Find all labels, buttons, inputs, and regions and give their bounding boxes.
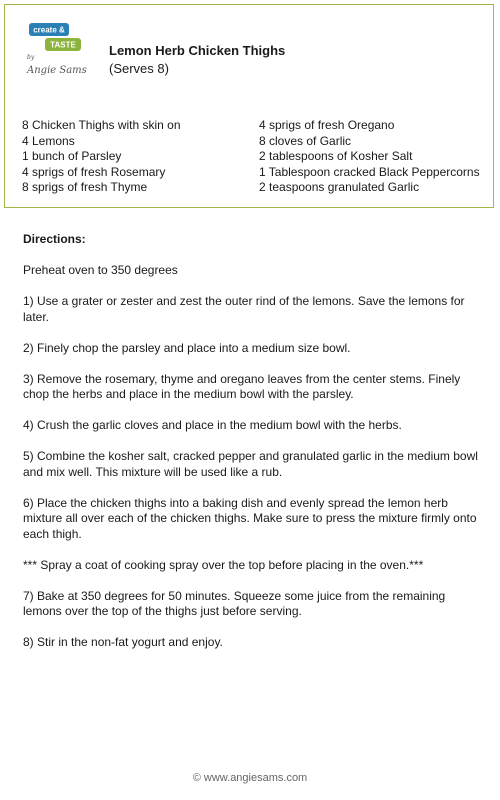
recipe-serves: (Serves 8) xyxy=(109,61,169,76)
direction-step: 6) Place the chicken thighs into a baking dish and evenly spread the lemon herb mixture all over each of the chicken thighs. Make sure to press the mixture firmly onto each thigh. xyxy=(23,495,477,541)
ingredient-item: 4 sprigs of fresh Rosemary xyxy=(22,164,166,179)
ingredient-item: 2 teaspoons granulated Garlic xyxy=(259,180,420,194)
ingredient-item: 1 Tablespoon cracked Black Peppercorns xyxy=(259,164,480,179)
recipe-header-card xyxy=(4,4,494,208)
recipe-title-block xyxy=(109,43,285,77)
ingredient-item: 2 tablespoons of Kosher Salt xyxy=(259,149,413,163)
direction-step: 2) Finely chop the parsley and place into a medium size bowl. xyxy=(23,340,351,355)
direction-step: Preheat oven to 350 degrees xyxy=(23,263,178,277)
direction-step: 1) Use a grater or zester and zest the outer rind of the lemons. Save the lemons for later. xyxy=(23,294,465,324)
direction-step: 8) Stir in the non-fat yogurt and enjoy. xyxy=(23,635,223,649)
logo-by: by xyxy=(27,54,35,61)
create-and-taste-logo xyxy=(23,19,89,79)
logo-brand: Angie Sams xyxy=(27,65,87,76)
directions-section xyxy=(23,232,483,666)
direction-step: 7) Bake at 350 degrees for 50 minutes. Squeeze some juice from the remaining lemons over the top of the thighs just before serving. xyxy=(23,588,446,618)
ingredient-item: 8 cloves of Garlic xyxy=(259,133,352,148)
footer-copyright: © www.angiesams.com xyxy=(192,772,308,784)
logo-line1: create & xyxy=(33,25,65,35)
logo-line2: TASTE xyxy=(50,40,76,50)
ingredient-item: 4 Lemons xyxy=(22,133,75,148)
ingredients-right-column xyxy=(259,118,480,196)
direction-step: 3) Remove the rosemary, thyme and oregano leaves from the center stems. Finely chop the herbs and place in the medium bowl with the parsley. xyxy=(23,371,461,401)
directions-heading: Directions: xyxy=(23,232,86,246)
ingredient-item: 8 sprigs of fresh Thyme xyxy=(22,180,148,194)
ingredient-item: 1 bunch of Parsley xyxy=(22,149,122,163)
ingredient-item: 8 Chicken Thighs with skin on xyxy=(22,118,181,132)
ingredient-item: 4 sprigs of fresh Oregano xyxy=(259,118,395,132)
recipe-title: Lemon Herb Chicken Thighs xyxy=(109,43,286,58)
direction-step: 5) Combine the kosher salt, cracked pepper and granulated garlic in the medium bowl and mix well. This mixture will be used like a rub. xyxy=(23,449,478,479)
ingredients-left-column xyxy=(22,118,181,196)
direction-step: 4) Crush the garlic cloves and place in the medium bowl with the herbs. xyxy=(23,418,402,432)
direction-step: *** Spray a coat of cooking spray over the top before placing in the oven.*** xyxy=(23,557,424,572)
